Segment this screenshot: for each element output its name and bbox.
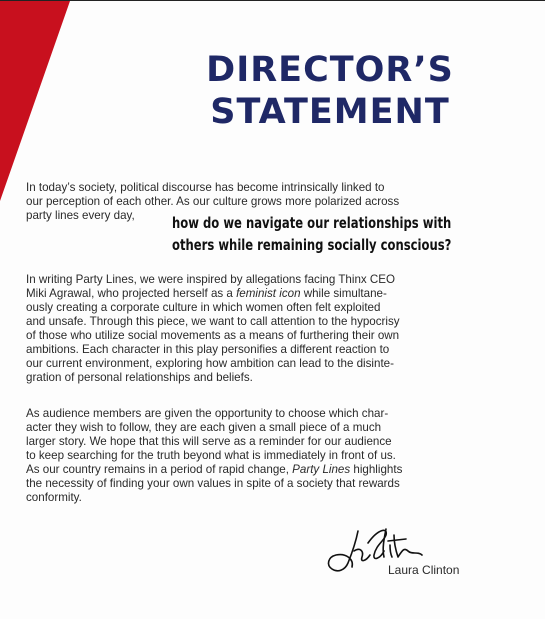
audience-line-7: conformity.	[26, 491, 82, 504]
inspiration-paragraph	[26, 273, 472, 385]
inspiration-line-7: our current environment, exploring how ambition can lead to the disinte-	[26, 357, 394, 370]
inspiration-line-2	[26, 287, 472, 301]
audience-line-5-post: highlights	[350, 463, 403, 476]
intro-line-1: In today’s society, political discourse has become intrinsically linked to	[26, 181, 385, 194]
title-line-1: DIRECTOR’S	[206, 50, 454, 90]
audience-line-5	[26, 463, 472, 477]
audience-line-4: to keep searching for the truth beyond what is immediately in front of us.	[26, 449, 396, 462]
audience-line-1: As audience members are given the opportunity to choose which char-	[26, 407, 389, 420]
inspiration-line-5: of those who utilize social movements as a means of furthering their own	[26, 329, 400, 342]
callout-question	[172, 212, 452, 256]
callout-line-2: others while remaining socially conscious?	[172, 236, 452, 254]
red-corner-wedge	[0, 1, 70, 201]
title-line-2: STATEMENT	[210, 92, 450, 132]
intro-line-3: party lines every day,	[26, 209, 135, 222]
inspiration-line-1: In writing Party Lines, we were inspired by allegations facing Thinx CEO	[26, 273, 396, 286]
inspiration-line-4: and unsafe. Through this piece, we want to call attention to the hypocrisy	[26, 315, 400, 328]
page-title	[160, 49, 500, 133]
inspiration-line-3: ously creating a corporate culture in which women often felt exploited	[26, 301, 381, 314]
audience-line-6: the necessity of finding your own values in spite of a society that rewards	[26, 477, 400, 490]
intro-line-2: our perception of each other. As our culture grows more polarized across	[26, 195, 400, 208]
audience-line-3: larger story. We hope that this will serve as a reminder for our audience	[26, 435, 392, 448]
inspiration-line-6: ambitions. Each character in this play personifies a different reaction to	[26, 343, 390, 356]
audience-paragraph	[26, 407, 472, 505]
signature-name: Laura Clinton	[388, 563, 460, 577]
inspiration-line-2-post: while simultane-	[300, 287, 387, 300]
inspiration-line-2-pre: Miki Agrawal, who projected herself as a	[26, 287, 237, 300]
inspiration-line-8: gration of personal relationships and beliefs.	[26, 371, 253, 384]
callout-line-1: how do we navigate our relationships with	[172, 214, 452, 232]
audience-line-2: acter they wish to follow, they are each given a small piece of a much	[26, 421, 382, 434]
audience-line-5-pre: As our country remains in a period of rapid change,	[26, 463, 293, 476]
red-wedge-shape	[0, 1, 70, 201]
party-lines-emphasis: Party Lines	[292, 463, 351, 476]
feminist-icon-emphasis: feminist icon	[236, 287, 301, 300]
